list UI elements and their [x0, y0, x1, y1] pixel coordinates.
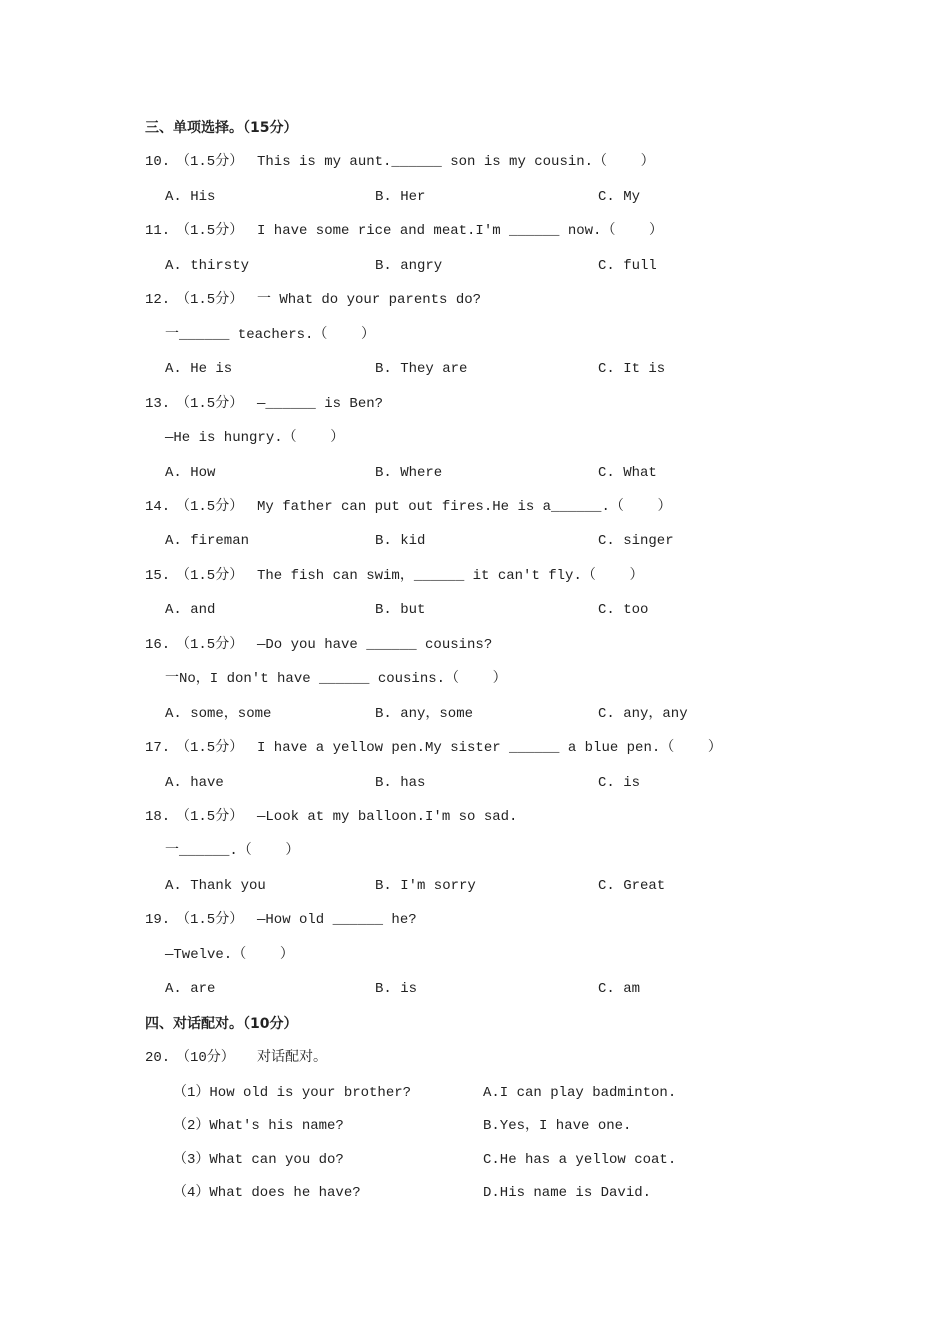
question-stem: I have a yellow pen.My sister ______ a blue pen.（ ）: [257, 740, 722, 757]
match-question: （2）What's his name?: [173, 1118, 344, 1135]
answer-option: B. any，some: [375, 705, 474, 722]
question-stem: —______ is Ben?: [257, 395, 384, 412]
question-number: 15.: [145, 567, 171, 584]
question-number: 20.: [145, 1050, 171, 1067]
question-number: 11.: [145, 223, 171, 240]
answer-option: C. singer: [598, 533, 674, 550]
answer-option: A. are: [165, 981, 216, 998]
answer-option: A. How: [165, 464, 216, 481]
question-score: （1.5分）: [176, 395, 244, 412]
question-number: 19.: [145, 912, 171, 929]
question-stem: —Do you have ______ cousins?: [257, 636, 493, 653]
answer-option: A. some，some: [165, 705, 272, 722]
question-number: 12.: [145, 292, 171, 309]
answer-option: C. Great: [598, 877, 666, 894]
answer-option: A. His: [165, 188, 216, 205]
question-stem: 一 What do your parents do?: [257, 292, 482, 309]
question-number: 14.: [145, 498, 171, 515]
question-score: （1.5分）: [176, 292, 244, 309]
question-score: （10分）: [176, 1050, 235, 1067]
question-score: （1.5分）: [176, 912, 244, 929]
answer-option: C. am: [598, 981, 641, 998]
answer-option: B. I'm sorry: [375, 877, 476, 894]
answer-option: B. They are: [375, 361, 468, 378]
question-stem: This is my aunt.______ son is my cousin.（ ）: [257, 154, 655, 171]
answer-option: A. fireman: [165, 533, 250, 550]
question-stem: —How old ______ he?: [257, 912, 417, 929]
question-stem-line: —He is hungry.（ ）: [165, 430, 345, 447]
match-answer: D.His name is David.: [483, 1185, 652, 1202]
match-question: （4）What does he have?: [173, 1185, 361, 1202]
match-answer: A.I can play badminton.: [483, 1084, 677, 1101]
match-answer: B.Yes，I have one.: [483, 1118, 632, 1135]
question-stem-line: —Twelve.（ ）: [165, 946, 294, 963]
question-number: 16.: [145, 636, 171, 653]
question-score: （1.5分）: [176, 223, 244, 240]
answer-option: C. any，any: [598, 705, 688, 722]
answer-option: C. It is: [598, 361, 666, 378]
answer-option: C. too: [598, 602, 649, 619]
answer-option: C. My: [598, 188, 641, 205]
question-stem: 对话配对。: [257, 1050, 327, 1067]
question-stem-line: 一No，I don't have ______ cousins.（ ）: [165, 671, 507, 688]
question-score: （1.5分）: [176, 809, 244, 825]
answer-option: A. thirsty: [165, 257, 250, 274]
answer-option: B. Where: [375, 464, 443, 481]
match-question: （1）How old is your brother?: [173, 1084, 412, 1101]
answer-option: B. angry: [375, 257, 443, 274]
answer-option: C. is: [598, 774, 641, 791]
answer-option: C. What: [598, 464, 657, 481]
question-score: （1.5分）: [176, 567, 244, 584]
question-score: （1.5分）: [176, 498, 244, 515]
question-number: 10.: [145, 154, 171, 171]
match-question: （3）What can you do?: [173, 1151, 344, 1168]
question-number: 18.: [145, 809, 171, 825]
match-answer: C.He has a yellow coat.: [483, 1151, 677, 1168]
question-stem: —Look at my balloon.I'm so sad.: [257, 809, 518, 825]
question-number: 17.: [145, 740, 171, 757]
question-stem: I have some rice and meat.I'm ______ now.（ ）: [257, 223, 664, 240]
section-title: 四、对话配对。（10分）: [145, 1015, 298, 1032]
answer-option: A. have: [165, 774, 224, 791]
question-score: （1.5分）: [176, 154, 244, 171]
answer-option: A. Thank you: [165, 877, 266, 894]
answer-option: C. full: [598, 257, 657, 274]
answer-option: B. has: [375, 774, 426, 791]
section-title: 三、单项选择。（15分）: [145, 120, 298, 136]
question-stem-line: 一______.（ ）: [165, 843, 300, 860]
answer-option: B. kid: [375, 533, 426, 550]
answer-option: B. but: [375, 602, 426, 619]
answer-option: A. He is: [165, 361, 233, 378]
answer-option: B. is: [375, 981, 418, 998]
question-number: 13.: [145, 395, 171, 412]
question-stem: The fish can swim，______ it can't fly.（ ）: [257, 567, 644, 584]
answer-option: B. Her: [375, 188, 426, 205]
question-stem: My father can put out fires.He is a______.（ ）: [257, 498, 672, 515]
question-score: （1.5分）: [176, 636, 244, 653]
answer-option: A. and: [165, 602, 216, 619]
question-stem-line: 一______ teachers.（ ）: [165, 326, 376, 343]
question-score: （1.5分）: [176, 740, 244, 757]
